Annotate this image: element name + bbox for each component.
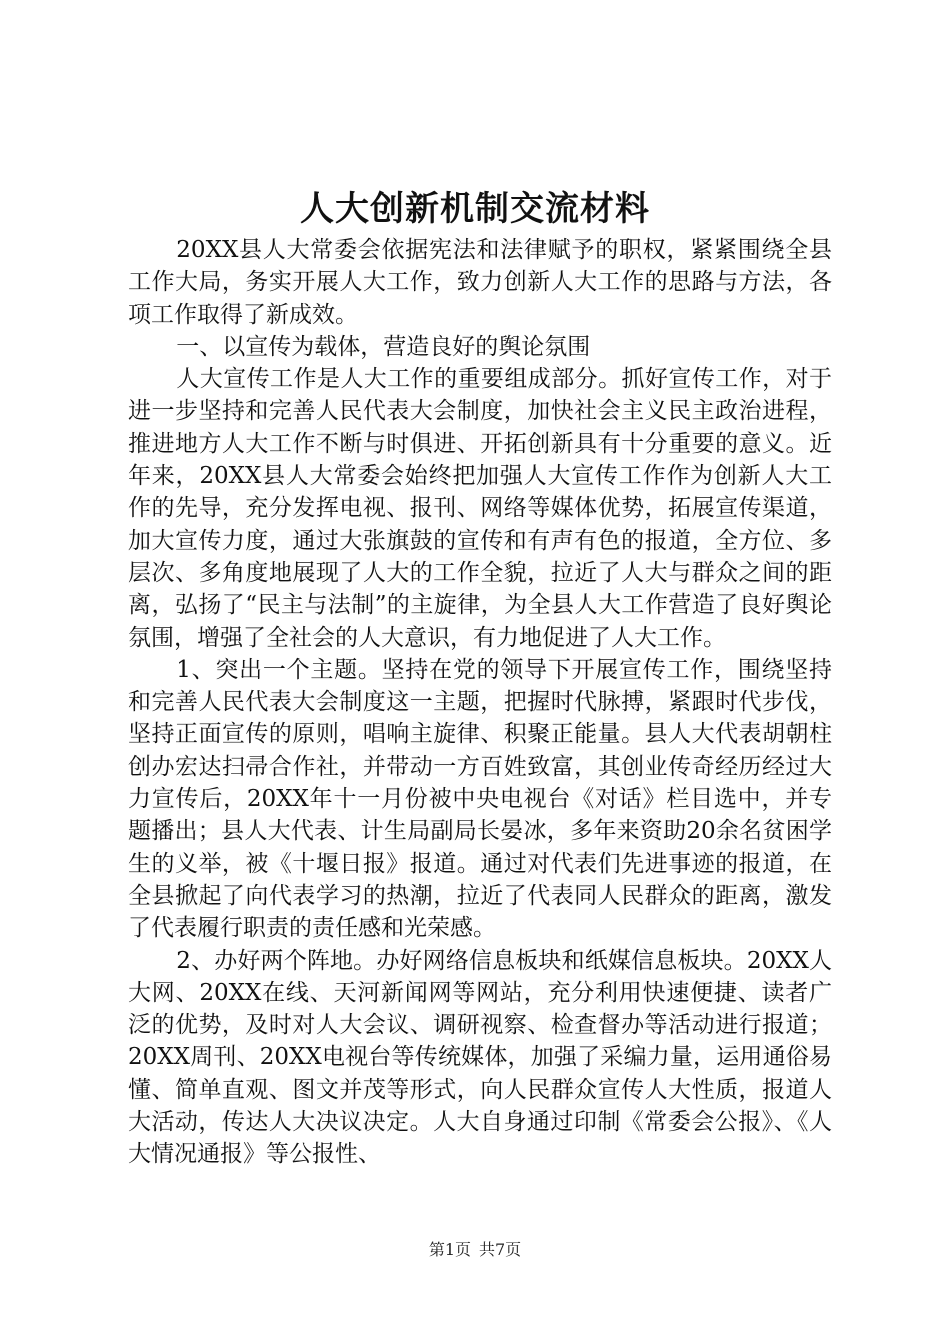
paragraph-item-2: 2、办好两个阵地。办好网络信息板块和纸媒信息板块。20XX人大网、20XX在线、天河新闻网等网站，充分利用快速便捷、读者广泛的优势，及时对人大会议、调研视察、检查督办等活动进行报道；20XX周刊、20XX电视台等传统媒体，加强了采编力量，运用通俗易懂、简单直观、图文并茂等形式，向人民群众宣传人大性质，报道人大活动，传达人大决议决定。人大自身通过印制《常委会公报》、《人大情况通报》等公报性、 xyxy=(128,947,832,1168)
paragraph-publicity: 人大宣传工作是人大工作的重要组成部分。抓好宣传工作，对于进一步坚持和完善人民代表大会制度，加快社会主义民主政治进程，推进地方人大工作不断与时俱进、开拓创新具有十分重要的意义。近年来，20XX县人大常委会始终把加强人大宣传工作作为创新人大工作的先导，充分发挥电视、报刊、网络等媒体优势，拓展宣传渠道，加大宣传力度，通过大张旗鼓的宣传和有声有色的报道，全方位、多层次、多角度地展现了人大的工作全貌，拉近了人大与群众之间的距离，弘扬了“民主与法制”的主旋律，为全县人大工作营造了良好舆论氛围，增强了全社会的人大意识，有力地促进了人大工作。 xyxy=(128,366,832,651)
document-body xyxy=(128,234,832,1171)
paragraph-item-1: 1、突出一个主题。坚持在党的领导下开展宣传工作，围绕坚持和完善人民代表大会制度这一主题，把握时代脉搏，紧跟时代步伐，坚持正面宣传的原则，唱响主旋律、积聚正能量。县人大代表胡朝柱创办宏达扫帚合作社，并带动一方百姓致富，其创业传奇经历经过大力宣传后，20XX年十一月份被中央电视台《对话》栏目选中，并专题播出；县人大代表、计生局副局长晏冰，多年来资助20余名贫困学生的义举，被《十堰日报》报道。通过对代表们先进事迹的报道，在全县掀起了向代表学习的热潮，拉近了代表同人民群众的距离，激发了代表履行职责的责任感和光荣感。 xyxy=(128,656,832,942)
page-total: 共7页 xyxy=(479,1240,522,1259)
section-heading: 一、以宣传为载体，营造良好的舆论氛围 xyxy=(176,333,591,360)
document-title: 人大创新机制交流材料 xyxy=(300,189,650,229)
page-number: 第1页 xyxy=(428,1240,471,1259)
page-footer xyxy=(0,1239,950,1261)
paragraph-intro: 20XX县人大常委会依据宪法和法律赋予的职权，紧紧围绕全县工作大局，务实开展人大工作，致力创新人大工作的思路与方法，各项工作取得了新成效。 xyxy=(128,237,832,328)
